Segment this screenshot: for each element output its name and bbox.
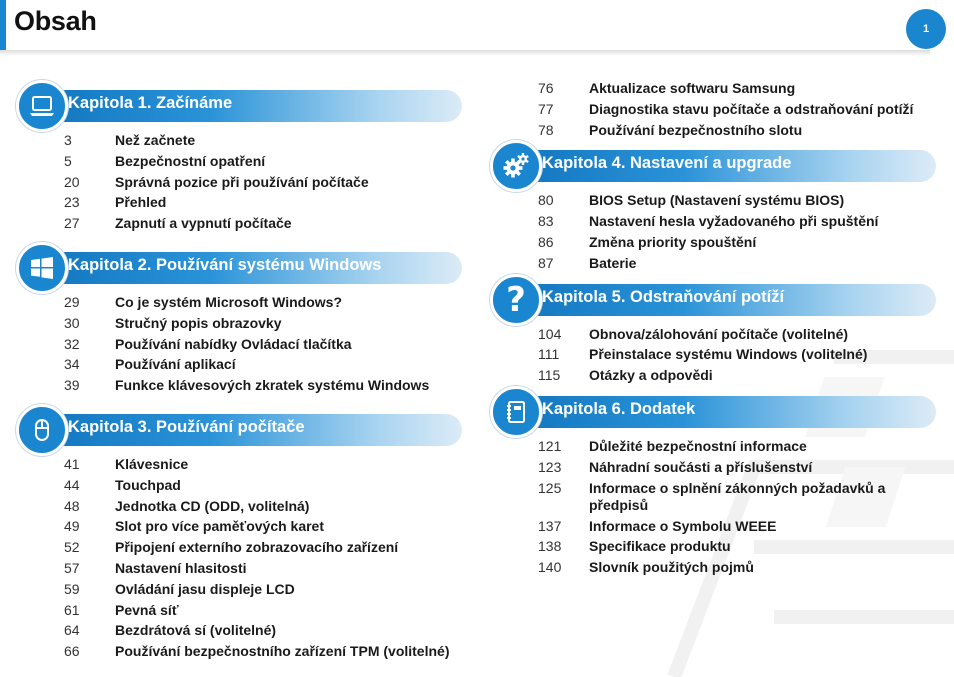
toc-entry-text: Než začnete xyxy=(115,132,196,148)
toc-entry-text: Nastavení hlasitosti xyxy=(115,559,247,576)
toc-page-number: 64 xyxy=(64,622,80,639)
toc-page-number: 138 xyxy=(538,538,562,555)
toc-page-number: 115 xyxy=(538,367,561,384)
chapter-header-5[interactable] xyxy=(490,274,950,324)
toc-page-number: 59 xyxy=(64,580,80,597)
title-accent-bar xyxy=(0,0,6,50)
toc-left-column xyxy=(16,80,476,662)
toc-entry-text: BIOS Setup (Nastavení systému BIOS) xyxy=(589,192,845,209)
toc-entry[interactable] xyxy=(16,579,476,600)
toc-entry-text: Jednotka CD (ODD, volitelná) xyxy=(115,497,310,514)
toc-entry-text: Změna priority spouštění xyxy=(589,233,757,250)
toc-entry-text: Otázky a odpovědi xyxy=(589,367,713,384)
toc-page-number: 30 xyxy=(64,314,80,331)
toc-list-chapter-3 xyxy=(16,454,476,662)
toc-entry[interactable] xyxy=(16,130,476,151)
toc-entry-text: Bezpečnostní opatření xyxy=(115,152,266,169)
toc-page-number: 5 xyxy=(64,152,72,169)
toc-entry[interactable] xyxy=(490,324,950,345)
toc-page-number: 41 xyxy=(64,455,80,472)
toc-entry-text: Náhradní součásti a příslušenství xyxy=(589,458,813,475)
toc-entry-text: Aktualizace softwaru Samsung xyxy=(589,80,796,96)
toc-list-chapter-3-continued xyxy=(490,78,950,140)
toc-page-number: 140 xyxy=(538,559,562,576)
toc-entry-text: Používání bezpečnostního zařízení TPM (volitelné) xyxy=(115,643,450,660)
chapter-header-2[interactable] xyxy=(16,242,476,292)
toc-page-number: 20 xyxy=(64,173,80,190)
toc-entry-text: Připojení externího zobrazovacího zařízení xyxy=(115,539,399,556)
toc-entry[interactable] xyxy=(16,454,476,475)
toc-entry[interactable] xyxy=(490,78,950,99)
toc-page-number: 44 xyxy=(64,476,80,493)
toc-entry-text: Touchpad xyxy=(115,476,181,493)
toc-entry[interactable] xyxy=(16,151,476,172)
toc-page-number: 125 xyxy=(538,479,562,496)
header-divider xyxy=(0,50,930,56)
toc-page-number: 23 xyxy=(64,194,80,211)
toc-page-number: 3 xyxy=(64,132,72,148)
chapter-header-6[interactable] xyxy=(490,386,950,436)
toc-entry-text: Důležité bezpečnostní informace xyxy=(589,437,807,454)
page-number-badge: 1 xyxy=(906,9,946,49)
toc-entry[interactable] xyxy=(490,211,950,232)
toc-page-number: 48 xyxy=(64,497,80,514)
toc-page-number: 34 xyxy=(64,356,80,373)
toc-entry-text: Přehled xyxy=(115,194,167,211)
toc-page-number: 57 xyxy=(64,559,80,576)
toc-entry-text: Používání bezpečnostního slotu xyxy=(589,121,803,138)
toc-entry[interactable] xyxy=(16,516,476,537)
toc-entry[interactable] xyxy=(490,253,950,274)
toc-entry[interactable] xyxy=(16,354,476,375)
toc-list-chapter-6 xyxy=(490,436,950,578)
toc-entry-text: Diagnostika stavu počítače a odstraňování potíží xyxy=(589,100,914,117)
toc-list-chapter-5 xyxy=(490,324,950,386)
toc-page-number: 87 xyxy=(538,254,554,271)
toc-entry[interactable] xyxy=(490,457,950,478)
toc-page-number: 61 xyxy=(64,601,80,618)
chapter-title: Kapitola 5. Odstraňování potíží xyxy=(542,287,785,306)
toc-page-number: 121 xyxy=(538,437,562,454)
question-mark-icon: ? xyxy=(490,274,542,326)
toc-entry-text: Specifikace produktu xyxy=(589,538,731,555)
toc-entry-text: Informace o splnění zákonných požadavků a předpisů xyxy=(589,479,886,513)
toc-entry[interactable] xyxy=(16,334,476,355)
toc-entry[interactable] xyxy=(16,496,476,517)
toc-list-chapter-1 xyxy=(16,130,476,234)
chapter-title: Kapitola 4. Nastavení a upgrade xyxy=(542,154,792,173)
toc-entry[interactable] xyxy=(490,365,950,386)
toc-entry-text: Správná pozice při používání počítače xyxy=(115,173,369,190)
toc-entry[interactable] xyxy=(16,475,476,496)
toc-entry-text: Funkce klávesových zkratek systému Windows xyxy=(115,377,430,394)
toc-list-chapter-2 xyxy=(16,292,476,396)
mouse-icon xyxy=(16,404,68,456)
toc-page-number: 77 xyxy=(538,100,554,117)
toc-entry[interactable] xyxy=(16,172,476,193)
chapter-title: Kapitola 3. Používání počítače xyxy=(68,417,305,436)
toc-entry-text: Přeinstalace systému Windows (volitelné) xyxy=(589,346,868,363)
toc-entry[interactable] xyxy=(16,600,476,621)
toc-entry[interactable] xyxy=(16,292,476,313)
toc-entry-text: Slot pro více paměťových karet xyxy=(115,518,325,535)
toc-entry-text: Baterie xyxy=(589,254,637,271)
toc-page-number: 66 xyxy=(64,643,80,660)
toc-page-number: 78 xyxy=(538,121,554,138)
toc-entry-text: Bezdrátová sí (volitelné) xyxy=(115,622,277,639)
toc-entry-text: Pevná síť xyxy=(115,601,179,618)
toc-entry-text: Zapnutí a vypnutí počítače xyxy=(115,215,292,232)
chapter-title: Kapitola 2. Používání systému Windows xyxy=(68,255,382,274)
chapter-header-1[interactable] xyxy=(16,80,476,130)
toc-page-number: 76 xyxy=(538,80,554,96)
toc-entry-text: Obnova/zálohování počítače (volitelné) xyxy=(589,325,849,342)
toc-entry-text: Co je systém Microsoft Windows? xyxy=(115,293,343,310)
toc-entry[interactable] xyxy=(490,99,950,120)
toc-entry-text: Klávesnice xyxy=(115,455,189,472)
toc-entry[interactable] xyxy=(16,641,476,662)
toc-page-number: 39 xyxy=(64,377,80,394)
toc-entry[interactable] xyxy=(490,436,950,457)
toc-entry[interactable] xyxy=(16,375,476,396)
toc-page-number: 52 xyxy=(64,539,80,556)
toc-entry-text: Nastavení hesla vyžadovaného při spuštění xyxy=(589,213,879,230)
toc-entry[interactable] xyxy=(16,558,476,579)
toc-entry-text: Používání aplikací xyxy=(115,356,236,373)
gears-icon xyxy=(490,140,542,192)
toc-page-number: 111 xyxy=(538,346,560,363)
toc-entry[interactable] xyxy=(490,536,950,557)
toc-entry[interactable] xyxy=(490,516,950,537)
toc-page-number: 80 xyxy=(538,192,554,209)
windows-logo-icon xyxy=(16,242,68,294)
chapter-header-4[interactable] xyxy=(490,140,950,190)
toc-page-number: 86 xyxy=(538,233,554,250)
toc-page-number: 32 xyxy=(64,335,80,352)
toc-page-number: 104 xyxy=(538,325,562,342)
toc-page-number: 27 xyxy=(64,215,80,232)
toc-entry-text: Ovládání jasu displeje LCD xyxy=(115,580,295,597)
toc-entry[interactable] xyxy=(490,480,950,514)
toc-page-number: 123 xyxy=(538,458,562,475)
toc-entry[interactable] xyxy=(16,313,476,334)
toc-entry-text: Stručný popis obrazovky xyxy=(115,314,282,331)
chapter-title: Kapitola 6. Dodatek xyxy=(542,399,696,418)
toc-page-number: 29 xyxy=(64,293,80,310)
toc-entry[interactable] xyxy=(16,213,476,234)
toc-entry[interactable] xyxy=(16,192,476,213)
page-title: Obsah xyxy=(14,6,97,36)
toc-entry[interactable] xyxy=(490,344,950,365)
toc-page-number: 137 xyxy=(538,517,562,534)
toc-entry[interactable] xyxy=(490,557,950,578)
toc-entry-text: Slovník použitých pojmů xyxy=(589,559,754,576)
chapter-header-3[interactable] xyxy=(16,404,476,454)
chapter-title: Kapitola 1. Začínáme xyxy=(68,94,233,112)
toc-page-number: 83 xyxy=(538,213,554,230)
toc-page-number: 49 xyxy=(64,518,80,535)
notebook-icon xyxy=(490,386,542,438)
toc-entry[interactable] xyxy=(490,232,950,253)
laptop-icon xyxy=(16,80,68,132)
toc-entry[interactable] xyxy=(16,620,476,641)
toc-entry[interactable] xyxy=(490,190,950,211)
toc-list-chapter-4 xyxy=(490,190,950,273)
toc-entry-text: Informace o Symbolu WEEE xyxy=(589,517,777,534)
toc-right-column xyxy=(490,78,950,578)
toc-entry[interactable] xyxy=(490,120,950,141)
toc-entry-text: Používání nabídky Ovládací tlačítka xyxy=(115,335,352,352)
toc-entry[interactable] xyxy=(16,537,476,558)
